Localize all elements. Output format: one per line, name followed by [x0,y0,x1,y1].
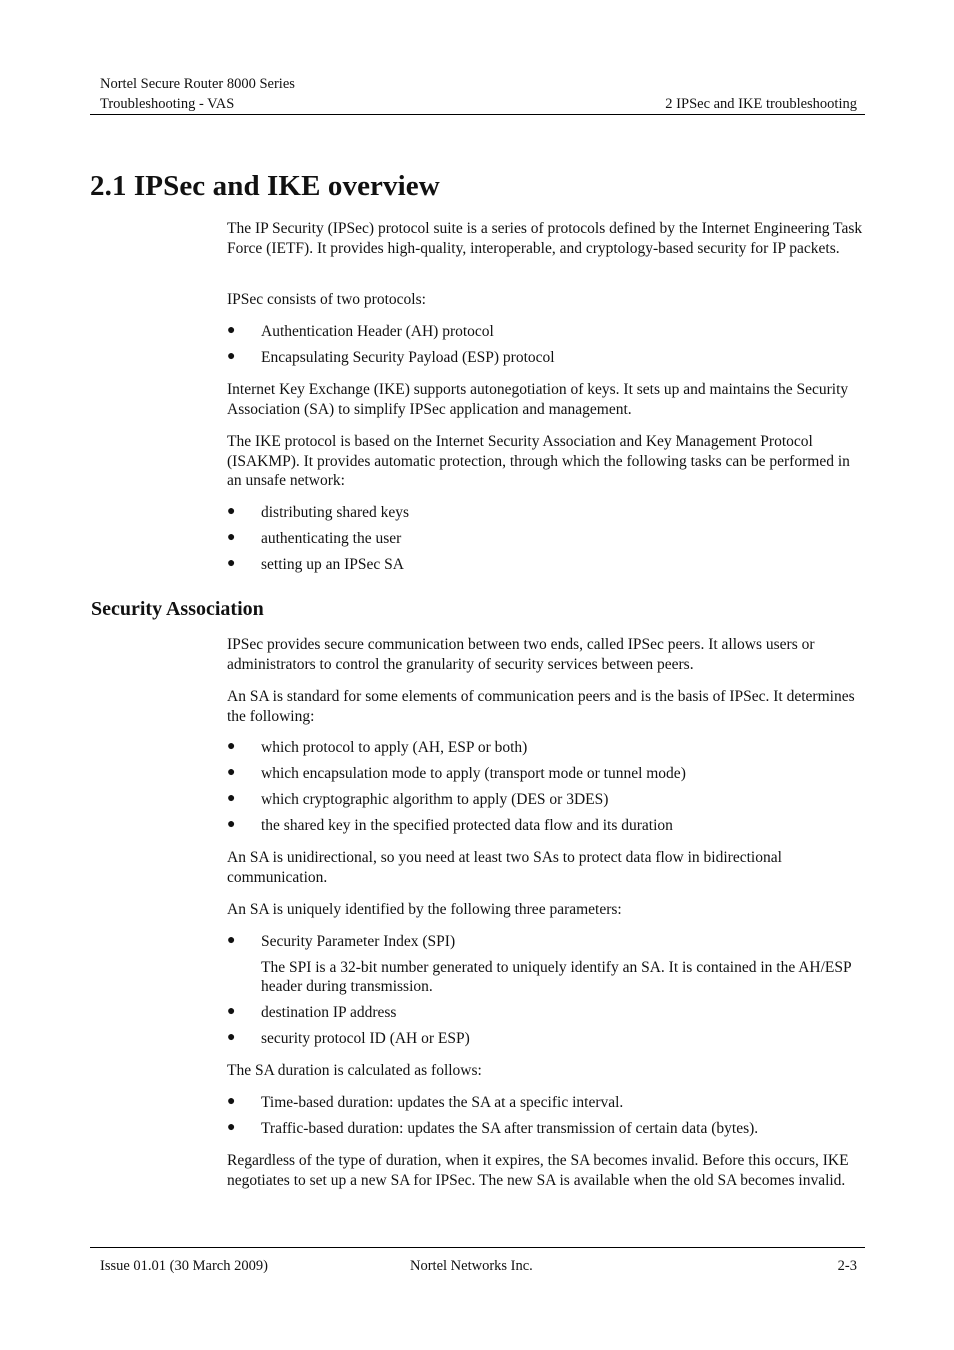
intro-paragraph-4: The IKE protocol is based on the Internet Security Association and Key Management Protocol (ISAKMP). It provides automatic protection, through which the following tasks can be performed in an unsafe network: [227,433,850,489]
intro-paragraph-2: IPSec consists of two protocols: [227,291,426,308]
protocol-list [227,322,867,374]
header-chapter: 2 IPSec and IKE troubleshooting [665,96,857,112]
bullet-icon: ● [227,1004,236,1019]
list-item: ● which protocol to apply (AH, ESP or both) [227,739,528,756]
sa-paragraph-6: Regardless of the type of duration, when it expires, the SA becomes invalid. Before this occurs, IKE negotiates to set up a new SA for IPSec. The new SA is available when the old SA becomes invalid. [227,1152,849,1189]
subsection-title: Security Association [91,598,264,620]
list-item: ● Encapsulating Security Payload (ESP) protocol [227,349,555,366]
bullet-icon: ● [227,1094,236,1109]
list-item: ● the shared key in the specified protected data flow and its duration [227,817,673,834]
sa-duration-list [227,1093,867,1145]
list-item: ● security protocol ID (AH or ESP) [227,1030,470,1047]
bullet-icon: ● [227,739,236,754]
section-title: 2.1 IPSec and IKE overview [90,170,440,202]
list-item: ● which cryptographic algorithm to apply (DES or 3DES) [227,791,609,808]
list-item: ● destination IP address [227,1004,397,1021]
task-list [227,503,867,581]
sa-paragraph-3: An SA is unidirectional, so you need at least two SAs to protect data flow in bidirectional communication. [227,849,782,886]
bullet-icon: ● [227,349,236,364]
sa-paragraph-2: An SA is standard for some elements of communication peers and is the basis of IPSec. It determines the following: [227,688,855,725]
intro-paragraph-1: The IP Security (IPSec) protocol suite is a series of protocols defined by the Internet Engineering Task Force (IETF). It provides high-quality, interoperable, and cryptology-based security for IP packets. [227,220,863,257]
bullet-icon: ● [227,765,236,780]
page-footer [90,1247,865,1274]
list-item: ● distributing shared keys [227,504,410,521]
page-header [90,76,865,115]
bullet-icon: ● [227,791,236,806]
sa-paragraph-1: IPSec provides secure communication between two ends, called IPSec peers. It allows users or administrators to control the granularity of security services between peers. [227,636,815,673]
sa-paragraph-4: An SA is uniquely identified by the following three parameters: [227,901,622,918]
list-item: ● which encapsulation mode to apply (transport mode or tunnel mode) [227,765,686,782]
bullet-icon: ● [227,817,236,832]
bullet-icon: ● [227,933,236,948]
header-product: Nortel Secure Router 8000 Series [100,76,295,92]
footer-company: Nortel Networks Inc. [410,1258,533,1274]
sa-params-list [227,932,867,1055]
list-item: ● authenticating the user [227,530,402,547]
bullet-icon: ● [227,504,236,519]
list-item: ● Traffic-based duration: updates the SA after transmission of certain data (bytes). [227,1120,759,1137]
bullet-icon: ● [227,323,236,338]
list-item: ● Authentication Header (AH) protocol [227,323,494,340]
spi-note: The SPI is a 32-bit number generated to uniquely identify an SA. It is contained in the AH/ESP header during transmission. [261,958,852,995]
list-item: ● Security Parameter Index (SPI) The SPI is a 32-bit number generated to uniquely identify an SA. It is contained in the AH/ESP header during transmission. [227,932,867,997]
sa-paragraph-5: The SA duration is calculated as follows: [227,1062,482,1079]
footer-issue: Issue 01.01 (30 March 2009) [100,1258,268,1274]
footer-page-number: 2-3 [837,1258,857,1274]
bullet-icon: ● [227,1030,236,1045]
bullet-icon: ● [227,556,236,571]
list-item: ● setting up an IPSec SA [227,556,404,573]
header-doc-title: Troubleshooting - VAS [100,96,235,112]
list-item: ● Time-based duration: updates the SA at a specific interval. [227,1094,624,1111]
bullet-icon: ● [227,530,236,545]
sa-determines-list [227,738,867,842]
intro-paragraph-3: Internet Key Exchange (IKE) supports autonegotiation of keys. It sets up and maintains the Security Association (SA) to simplify IPSec application and management. [227,381,849,418]
bullet-icon: ● [227,1120,236,1135]
